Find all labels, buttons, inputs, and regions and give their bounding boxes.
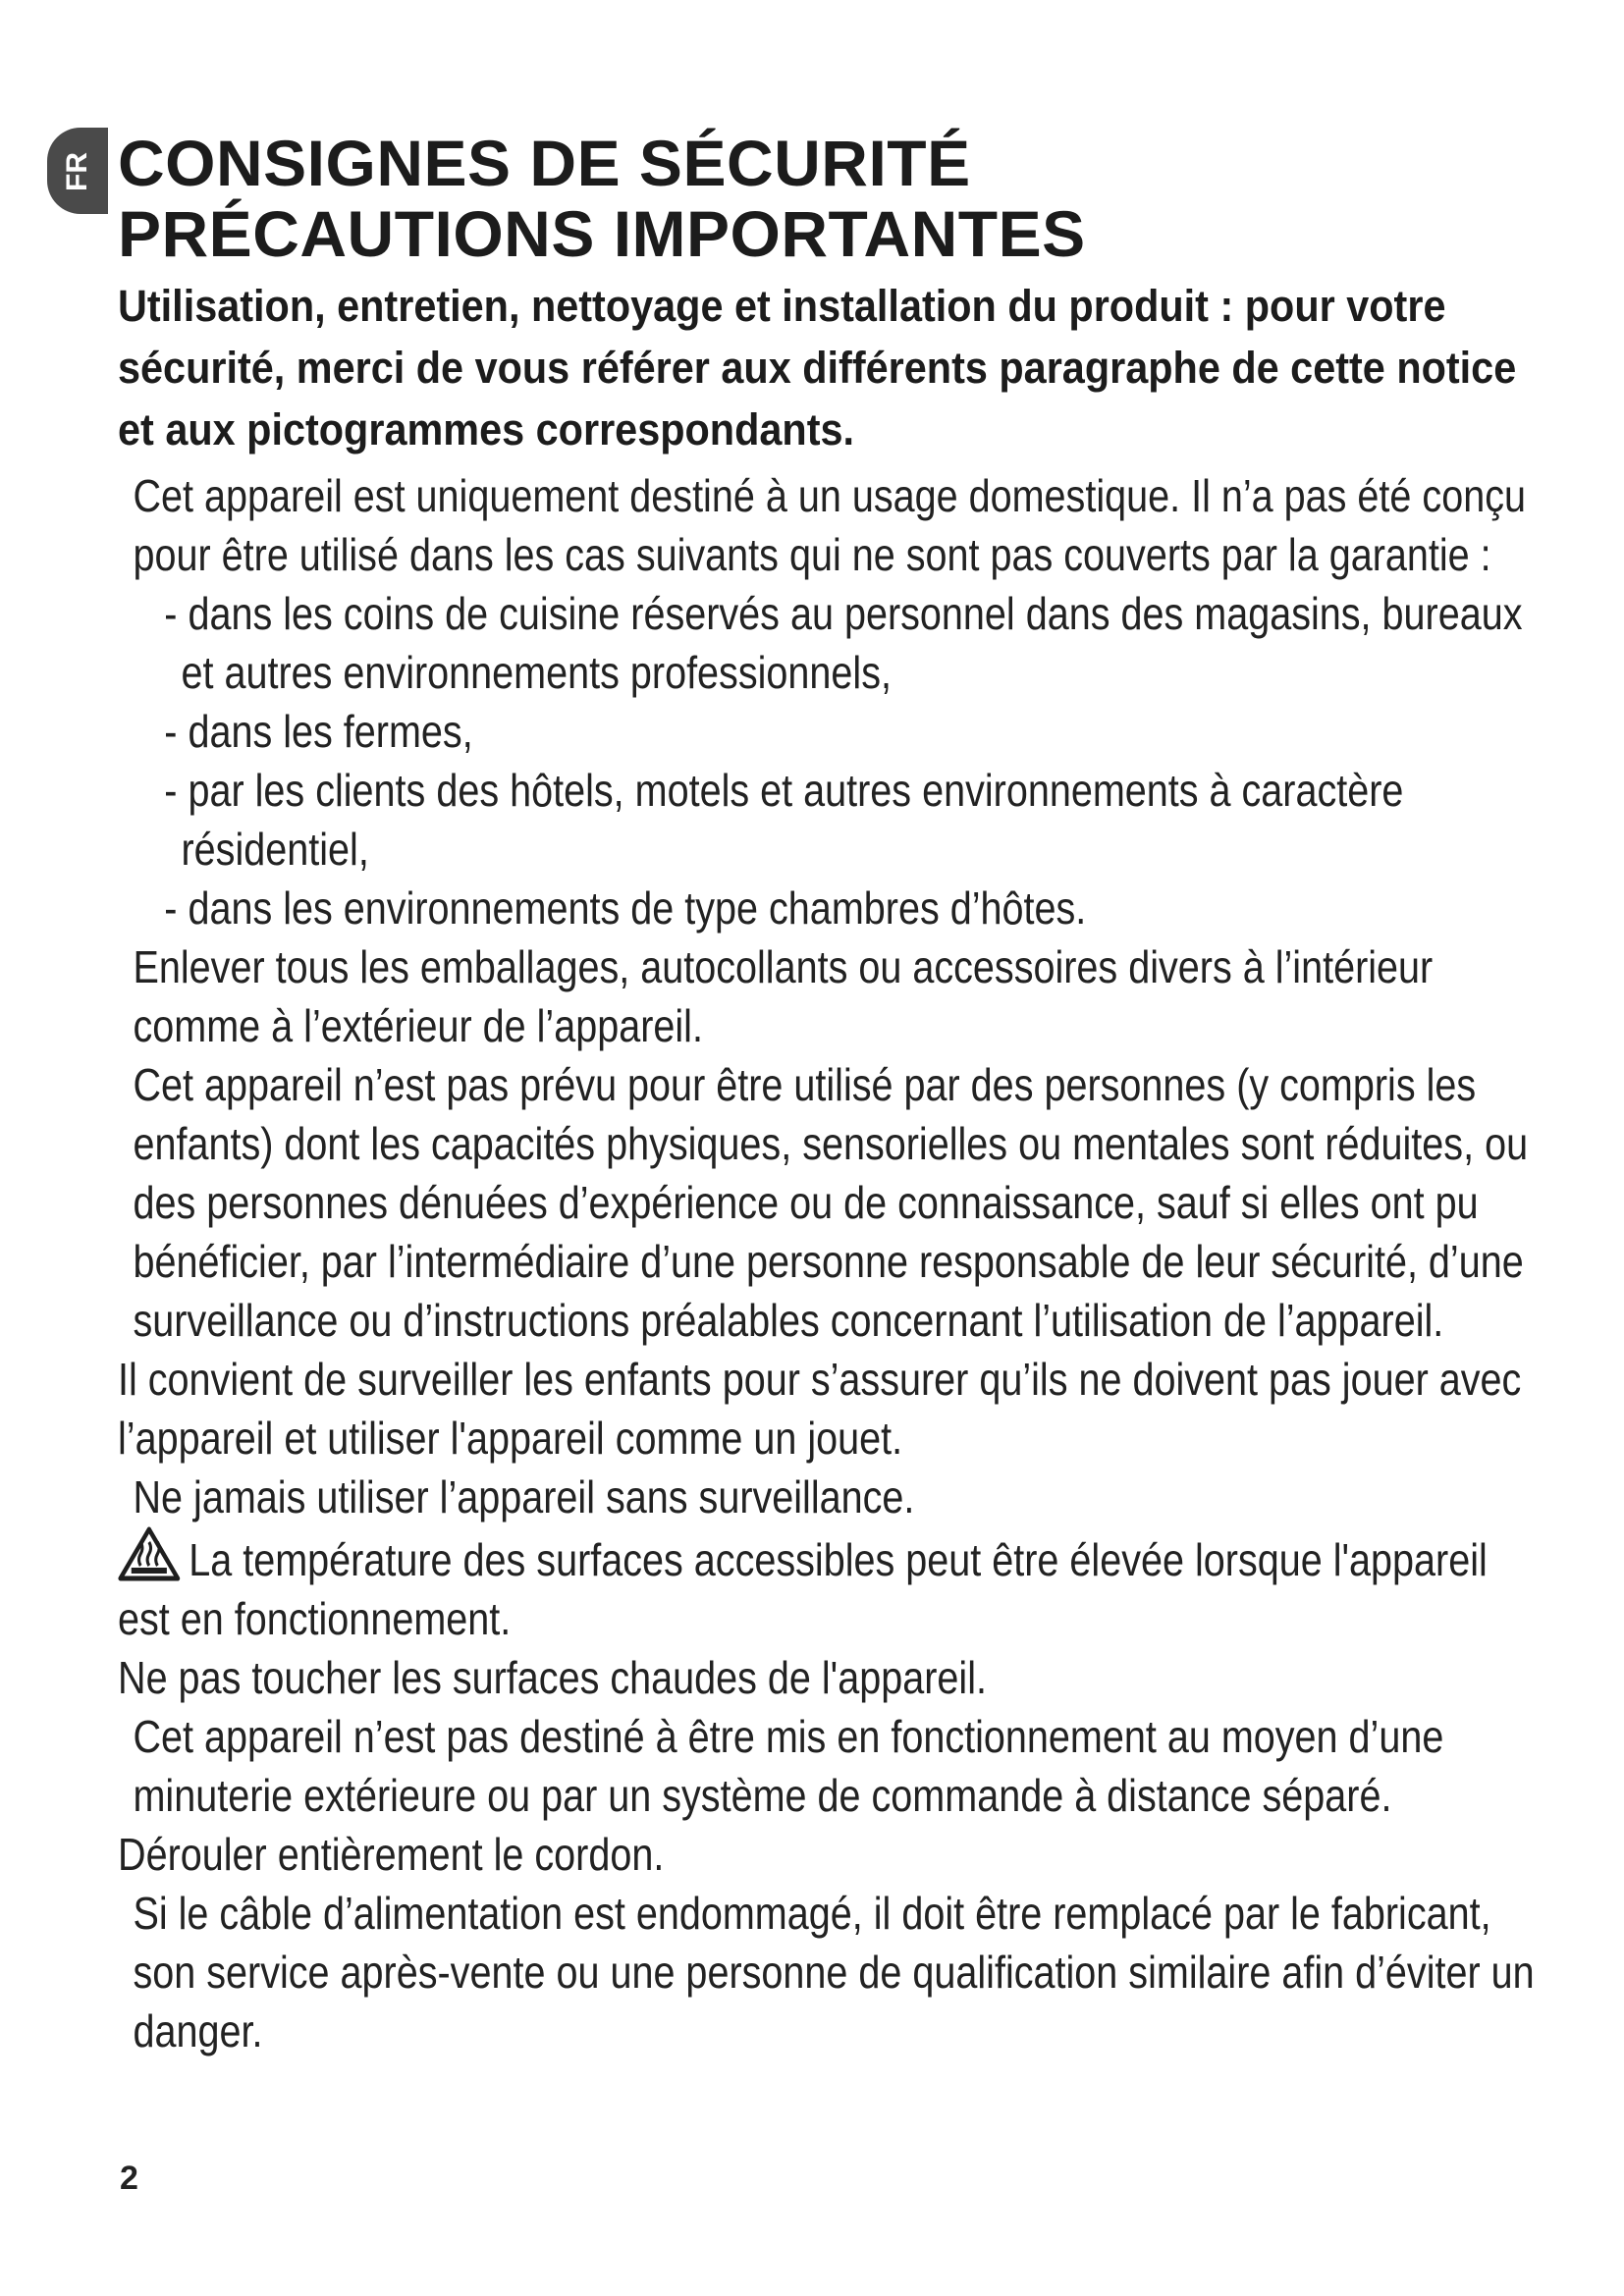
paragraph-timer: Cet appareil n’est pas destiné à être mis en fonctionnement au moyen d’une minuterie extérieure ou par un système de commande à distance séparé. bbox=[133, 1711, 1444, 1821]
title-line-2: PRÉCAUTIONS IMPORTANTES bbox=[118, 197, 1086, 270]
language-tab bbox=[47, 128, 108, 214]
paragraph-packaging: Enlever tous les emballages, autocollants ou accessoires divers à l’intérieur comme à l’extérieur de l’appareil. bbox=[133, 941, 1434, 1051]
list-item: - dans les environnements de type chambres d’hôtes. bbox=[164, 882, 1087, 934]
paragraph-persons: Cet appareil n’est pas prévu pour être utilisé par des personnes (y compris les enfants) dont les capacités physiques, sensorielles ou mentales sont réduites, ou des personnes dénuées d’expérience ou de connaissance, sauf si elles ont pu bénéficier, par l’intermédiaire d’une personne responsable de leur sécurité, d’une surveillance ou d’instructions préalables concernant l’utilisation de l’appareil. bbox=[133, 1059, 1529, 1346]
paragraph-surveillance: Ne jamais utiliser l’appareil sans surveillance. bbox=[133, 1471, 915, 1522]
page-number: 2 bbox=[120, 2160, 138, 2197]
list-item: - dans les fermes, bbox=[164, 706, 473, 757]
list-item: - par les clients des hôtels, motels et autres environnements à caractère résidentiel, bbox=[164, 765, 1404, 875]
paragraph-cord: Dérouler entièrement le cordon. bbox=[118, 1829, 665, 1880]
language-tab-label: FR bbox=[61, 152, 93, 191]
paragraph-domestic-use: Cet appareil est uniquement destiné à un usage domestique. Il n’a pas été conçu pour être utilisé dans les cas suivants qui ne sont pas couverts par la garantie : bbox=[133, 470, 1526, 580]
page-title bbox=[118, 128, 1542, 269]
paragraph-no-touch: Ne pas toucher les surfaces chaudes de l'appareil. bbox=[118, 1652, 987, 1703]
title-line-1: CONSIGNES DE SÉCURITÉ bbox=[118, 127, 971, 199]
hot-surface-text: La température des surfaces accessibles peut être élevée lorsque l'appareil est en fonctionnement. bbox=[118, 1534, 1488, 1644]
paragraph-children: Il convient de surveiller les enfants pour s’assurer qu’ils ne doivent pas jouer avec l’appareil et utiliser l'appareil comme un jouet. bbox=[118, 1354, 1522, 1464]
lead-paragraph: Utilisation, entretien, nettoyage et installation du produit : pour votre sécurité, merci de vous référer aux différents paragraphe de cette notice et aux pictogrammes correspondants. bbox=[118, 281, 1517, 454]
page-content bbox=[118, 128, 1542, 2060]
paragraph-hot-surface bbox=[118, 1526, 1541, 1648]
hot-surface-warning-icon bbox=[118, 1526, 181, 1581]
body-text bbox=[118, 466, 1542, 2060]
paragraph-cable-damage: Si le câble d’alimentation est endommagé, il doit être remplacé par le fabricant, son service après-vente ou une personne de qualification similaire afin d’éviter un danger. bbox=[133, 1888, 1535, 2056]
list-item: - dans les coins de cuisine réservés au personnel dans des magasins, bureaux et autres environnements professionnels, bbox=[164, 588, 1523, 698]
